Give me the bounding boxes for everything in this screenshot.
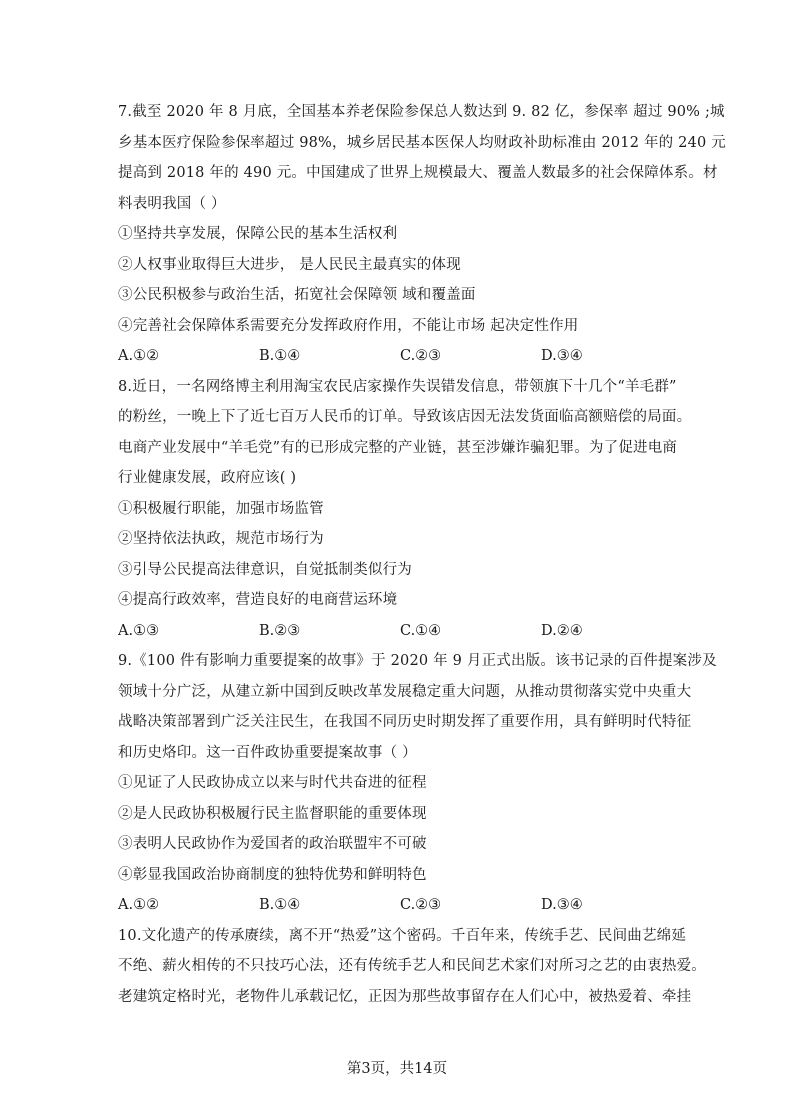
question-stem-first-line: 9.《100 件有影响力重要提案的故事》于 2020 年 9 月正式出版。该书记录的百件提案涉及 — [118, 653, 717, 669]
answer-option: D.③④ — [541, 348, 583, 364]
question-stem-line: 料表明我国（ ） — [118, 195, 226, 212]
question-stem-line: 战略决策部署到广泛关注民生，在我国不同历史时期发挥了重要作用，具有鲜明时代特征 — [118, 714, 692, 730]
question-stem-line: 的粉丝，一晚上下了近七百万人民币的订单。导致该店因无法发货面临高额赔偿的局面。 — [118, 409, 692, 425]
question-block — [118, 372, 698, 647]
answer-option: A.①② — [118, 348, 160, 364]
statement-item: ②人权事业取得巨大进步， 是人民民主最真实的体现 — [118, 256, 461, 273]
page-footer: 第3页，共14页 — [346, 1061, 448, 1077]
answer-option: C.①④ — [400, 622, 442, 639]
answer-option: D.③④ — [541, 897, 583, 913]
answer-options — [118, 341, 698, 372]
answer-option: B.①④ — [259, 348, 301, 364]
answer-option: B.②③ — [259, 622, 301, 639]
answer-option: A.①② — [118, 897, 160, 913]
question-stem-line: 行业健康发展，政府应该( ) — [118, 470, 297, 486]
question-stem-line: 提高到 2018 年的 490 元。中国建成了世界上规模最大、覆盖人数最多的社会保障体系。材 — [118, 165, 718, 181]
statement-item: ①积极履行职能，加强市场监管 — [118, 500, 324, 517]
question-stem-line: 不绝、薪火相传的不只技巧心法，还有传统手艺人和民间艺术家们对所习之艺的由衷热爱。 — [118, 958, 706, 974]
statement-item: ①见证了人民政协成立以来与时代共奋进的征程 — [118, 775, 427, 791]
question-stem-first-line: 7.截至 2020 年 8 月底，全国基本养老保险参保总人数达到 9. 82 亿，参保率 超过 90% ;城 — [118, 104, 725, 120]
question-block — [118, 921, 706, 1013]
answer-option: A.①③ — [118, 622, 160, 639]
answer-option: C.②③ — [400, 897, 442, 913]
answer-option: B.①④ — [259, 897, 301, 913]
statement-item: ②坚持依法执政，规范市场行为 — [118, 531, 324, 547]
question-stem-line: 电商产业发展中“羊毛党”有的已形成完整的产业链，甚至涉嫌诈骗犯罪。为了促进电商 — [118, 439, 678, 456]
question-stem-first-line: 10.文化遗产的传承赓续，离不开“热爱”这个密码。千百年来，传统手艺、民间曲艺绵延 — [118, 927, 687, 944]
statement-item: ③引导公民提高法律意识，自觉抵制类似行为 — [118, 561, 412, 578]
question-stem-first-line: 8.近日，一名网络博主利用淘宝农民店家操作失误错发信息，带领旗下十几个“羊毛群” — [118, 378, 677, 395]
answer-options — [118, 890, 698, 921]
answer-option: C.②③ — [400, 348, 442, 364]
statement-item: ③公民积极参与政治生活，拓宽社会保障领 域和覆盖面 — [118, 287, 476, 303]
question-block — [118, 646, 717, 921]
question-stem-line: 乡基本医疗保险参保率超过 98%，城乡居民基本医保人均财政补助标准由 2012 年的 240 元 — [118, 134, 726, 151]
answer-options — [118, 616, 698, 647]
question-stem-line: 老建筑定格时光，老物件儿承载记忆，正因为那些故事留存在人们心中，被热爱着、牵挂 — [118, 988, 692, 1005]
question-stem-line: 领域十分广泛，从建立新中国到反映改革发展稳定重大问题，从推动贯彻落实党中央重大 — [118, 683, 692, 700]
question-stem-line: 和历史烙印。这一百件政协重要提案故事（ ） — [118, 744, 417, 761]
statement-item: ④彰显我国政治协商制度的独特优势和鲜明特色 — [118, 866, 427, 883]
question-block — [118, 97, 726, 372]
statement-item: ③表明人民政协作为爱国者的政治联盟牢不可破 — [118, 836, 427, 852]
page-content — [118, 97, 726, 1012]
statement-item: ②是人民政协积极履行民主监督职能的重要体现 — [118, 805, 427, 822]
statement-item: ④完善社会保障体系需要充分发挥政府作用，不能让市场 起决定性作用 — [118, 317, 579, 334]
statement-item: ①坚持共享发展，保障公民的基本生活权利 — [118, 226, 398, 242]
statement-item: ④提高行政效率，营造良好的电商营运环境 — [118, 592, 398, 608]
answer-option: D.②④ — [541, 622, 583, 639]
